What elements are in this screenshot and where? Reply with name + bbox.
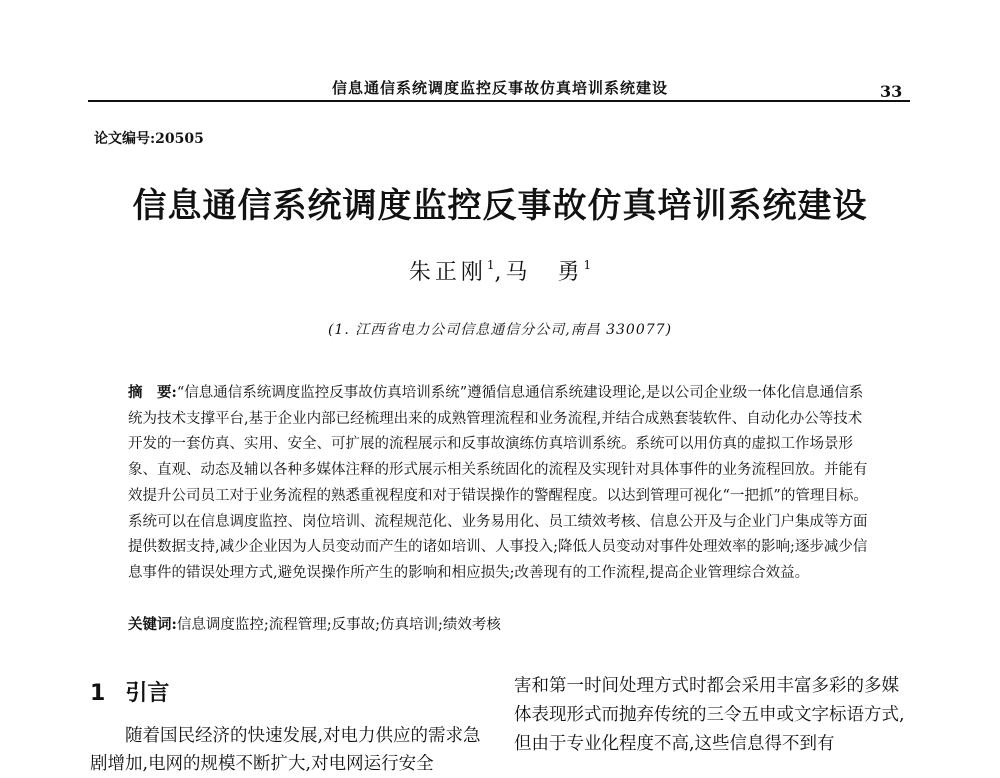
section-title: 引言 [125, 681, 170, 706]
keywords-label: 关键词: [128, 616, 177, 633]
abstract [128, 380, 872, 587]
abstract-text: “信息通信系统调度监控反事故仿真培训系统”遵循信息通信系统建设理论,是以公司企业级一体化信息通信系统为技术支撑平台,基于企业内部已经梳理出来的成熟管理流程和业务流程,并结合成熟套装软件、自动化办公等技术开发的一套仿真、实用、安全、可扩展的流程展示和反事故演练仿真培训系统。系统可以用仿真的虚拟工作场景形象、直观、动态及辅以各种多媒体注释的形式展示相关系统固化的流程及实现针对具体事件的业务流程回放。并能有效提升公司员工对于业务流程的熟悉重视程度和对于错误操作的警醒程度。以达到管理可视化“一把抓”的管理目标。系统可以在信息调度监控、岗位培训、流程规范化、业务易用化、员工绩效考核、信息公开及与企业门户集成等方面提供数据支持,减少企业因为人员变动而产生的诸如培训、人事投入;降低人员变动对事件处理效率的影响;逐步减少信息事件的错误处理方式,避免误操作所产生的影响和相应损失;改善现有的工作流程,提高企业管理综合效益。 [128, 385, 868, 581]
author-separator: , [494, 260, 506, 285]
author-first: 朱正刚 [408, 260, 487, 285]
abstract-label: 摘 要: [128, 384, 177, 401]
author-second: 马 勇 [505, 260, 584, 285]
page-number: 33 [880, 82, 903, 101]
author-first-mark: 1 [486, 258, 495, 272]
keywords-text: 信息调度监控;流程管理;反事故;仿真培训;绩效考核 [176, 617, 501, 633]
paper-number: 论文编号:20505 [94, 131, 204, 147]
header-rule [88, 100, 910, 102]
body-right-column: 害和第一时间处理方式时都会采用丰富多彩的多媒体表现形式而抛弃传统的三令五申或文字标语方式,但由于专业化程度不高,这些信息得不到有 [514, 676, 905, 754]
keywords [128, 613, 872, 634]
section-heading [90, 676, 169, 707]
section-number: 1 [90, 681, 106, 706]
body-left-column: 随着国民经济的快速发展,对电力供应的需求急剧增加,电网的规模不断扩大,对电网运行安全 [90, 726, 481, 774]
paper-title: 信息通信系统调度监控反事故仿真培训系统建设 [132, 186, 868, 226]
author-second-mark: 1 [583, 258, 592, 272]
running-head: 信息通信系统调度监控反事故仿真培训系统建设 [331, 79, 668, 97]
author-line [0, 255, 1000, 286]
affiliation: (1. 江西省电力公司信息通信分公司,南昌 330077) [327, 322, 673, 338]
